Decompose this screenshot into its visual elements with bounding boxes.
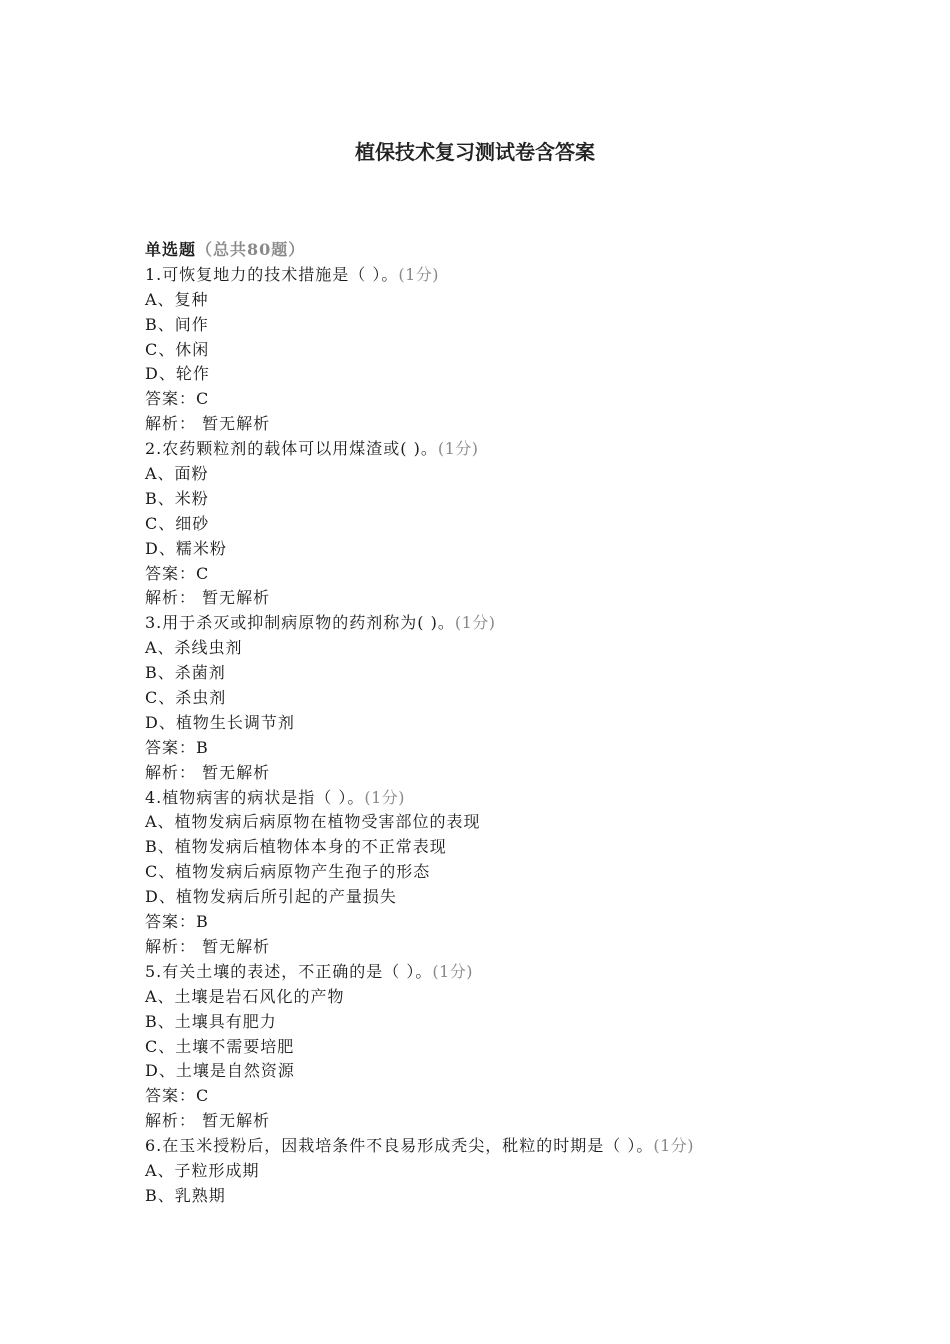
question-text: 4.植物病害的病状是指（ ）。	[145, 787, 365, 807]
option: B、杀菌剂	[145, 663, 226, 683]
document-title: 植保技术复习测试卷含答案	[355, 140, 595, 164]
option: B、乳熟期	[145, 1185, 226, 1205]
question-score: (1分)	[454, 613, 496, 633]
option: D、植物生长调节剂	[145, 712, 295, 732]
question-stem	[145, 960, 845, 985]
question-list	[145, 238, 845, 1209]
answer: 答案：C	[145, 389, 210, 409]
option: C、杀虫剂	[145, 688, 227, 708]
analysis: 解析： 暂无解析	[145, 1111, 271, 1131]
question-stem	[145, 611, 845, 636]
question-text: 3.用于杀灭或抑制病原物的药剂称为( )。	[145, 613, 455, 633]
question-text: 5.有关土壤的表述，不正确的是（ ）。	[145, 961, 433, 981]
section-count: （总共80题）	[196, 240, 306, 259]
question-stem	[145, 786, 845, 811]
question-score: (1分)	[437, 439, 479, 459]
analysis: 解析： 暂无解析	[145, 936, 271, 956]
analysis: 解析： 暂无解析	[145, 762, 271, 782]
option: A、子粒形成期	[145, 1160, 260, 1180]
option: D、轮作	[145, 364, 210, 384]
option: B、米粉	[145, 488, 209, 508]
question-stem	[145, 437, 845, 462]
option: C、细砂	[145, 513, 210, 533]
answer: 答案：B	[145, 912, 209, 932]
answer: 答案：B	[145, 737, 209, 757]
option: A、复种	[145, 289, 209, 309]
question-score: (1分)	[398, 264, 440, 284]
option: D、糯米粉	[145, 538, 227, 558]
option: B、植物发病后植物体本身的不正常表现	[145, 837, 447, 857]
option: A、土壤是岩石风化的产物	[145, 986, 345, 1006]
question-score: (1分)	[653, 1136, 695, 1156]
option: A、面粉	[145, 464, 209, 484]
answer: 答案：C	[145, 563, 210, 583]
section-heading	[145, 238, 845, 263]
answer: 答案：C	[145, 1086, 210, 1106]
option: C、土壤不需要培肥	[145, 1036, 295, 1056]
analysis: 解析： 暂无解析	[145, 588, 271, 608]
option: D、土壤是自然资源	[145, 1061, 295, 1081]
option: B、间作	[145, 314, 209, 334]
option: C、休闲	[145, 339, 210, 359]
option: A、植物发病后病原物在植物受害部位的表现	[145, 812, 481, 832]
question-stem	[145, 263, 845, 288]
question-score: (1分)	[364, 787, 406, 807]
analysis: 解析： 暂无解析	[145, 414, 271, 434]
question-text: 6.在玉米授粉后，因栽培条件不良易形成秃尖，秕粒的时期是（ ）。	[145, 1136, 654, 1156]
option: B、土壤具有肥力	[145, 1011, 277, 1031]
question-score: (1分)	[432, 961, 474, 981]
question-stem	[145, 1134, 845, 1159]
option: A、杀线虫剂	[145, 638, 243, 658]
question-text: 1.可恢复地力的技术措施是（ ）。	[145, 264, 399, 284]
option: C、植物发病后病原物产生孢子的形态	[145, 862, 431, 882]
option: D、植物发病后所引起的产量损失	[145, 887, 397, 907]
question-text: 2.农药颗粒剂的载体可以用煤渣或( )。	[145, 439, 438, 459]
section-label: 单选题	[145, 240, 197, 259]
